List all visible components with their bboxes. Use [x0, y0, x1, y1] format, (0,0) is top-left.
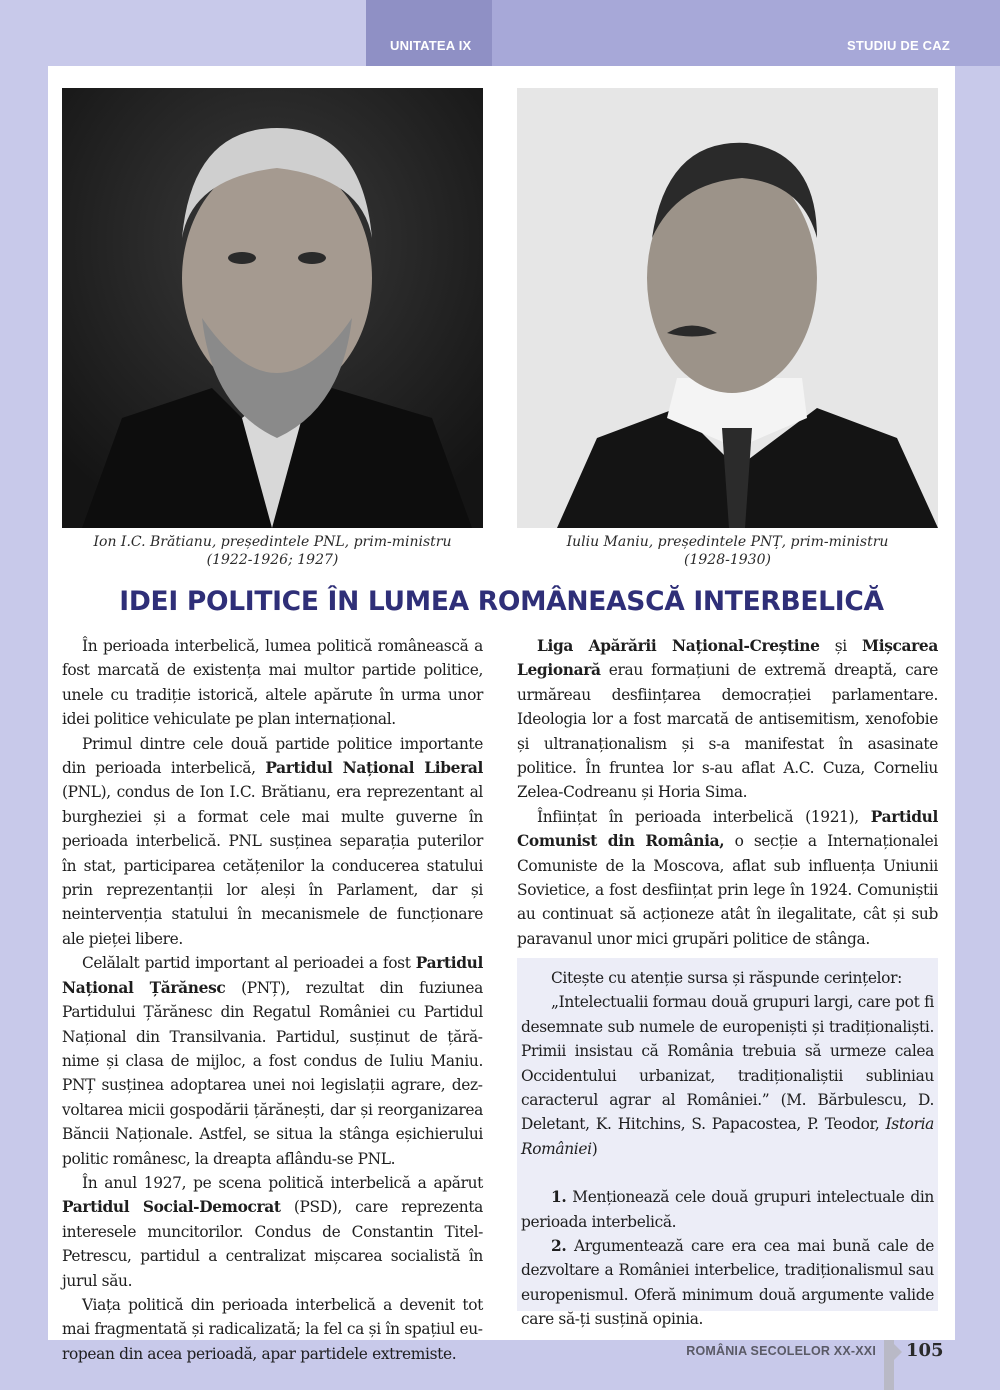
- caption-bratianu-line2: (1922-1926; 1927): [206, 552, 339, 568]
- paragraph-intro: În perioada interbelică, lumea politică românească a fost marcată de existența mai multor partide politice, unele cu tradiție istorică, altele apărute în urma unor idei politice vehiculate pe plan internațional.: [62, 637, 483, 729]
- paragraph-extremism: Viața politică din perioada interbelică a devenit tot mai fragmentată și radicalizată; la fel ca și în spațiul european din acea perioadă, apar partidele extremiste.: [62, 1295, 483, 1363]
- page-marker: [884, 1340, 894, 1390]
- paragraph-pnt: Celălalt partid important al perioadei a fost Partidul Național Țărănesc (PNȚ), rezultat din fuziunea Partidului Țărănesc din Regatul României cu Partidul Național din Transilvania. Partidul, susținut de țărănime și clasa de mijloc, a fost condus de Iuliu Maniu. PNȚ susținea adoptarea unei noi legislații agrare, dezvoltarea micii gospodării țărănești, dar și reorganizarea Băncii Naționale. Astfel, se situa la stânga eșichierului politic românesc, la dreapta aflându-se PNL.: [62, 954, 484, 1168]
- paragraph-psd: În anul 1927, pe scena politică interbelică a apărut Partidul Social-Democrat (PSD), care reprezenta interesele muncitorilor. Condus de Constantin Titel-Petrescu, partidul a centralizat mișcarea socialistă în jurul său.: [62, 1173, 483, 1290]
- caption-maniu: [517, 533, 938, 569]
- right-column: [517, 634, 938, 951]
- caption-maniu-line1: Iuliu Maniu, președintele PNȚ, prim-ministru: [566, 534, 889, 550]
- caption-maniu-line2: (1928-1930): [684, 552, 771, 568]
- caption-bratianu: [62, 533, 483, 569]
- term-psd: Partidul Social-Democrat: [62, 1198, 281, 1217]
- paragraph-communist: Înființat în perioada interbelică (1921), Partidul Comunist din România, o secție a Internaționalei Comuniste de la Moscova, aflat sub influența Uniunii Sovietice, a fost desființat prin lege în 1924. Comuniștii au continuat să acționeze atât în ilegalitate, cât și sub paravanul unor mici grupări politice de stânga.: [517, 807, 938, 948]
- caption-bratianu-line1: Ion I.C. Brătianu, președintele PNL, prim-ministru: [93, 534, 452, 550]
- source-quote: „Intelectualii formau două grupuri largi, care pot fi desemnate sub numele de europeniști și tradiționaliști. Primii insistau că România trebuia să urmeze calea Occidentului urbanizat, tradiționaliștii subliniau caracterul agrar al României.” (M. Bărbulescu, D. Deletant, K. Hitchins, S. Papacostea, P. Teodor, Istoria României): [521, 993, 934, 1158]
- paragraph-pnl: Primul dintre cele două partide politice importante din perioada interbelică, Partidul Național Liberal (PNL), condus de Ion I.C. Brătianu, era reprezentant al burgheziei și a format cele mai multe guverne în perioada interbelică. PNL susținea separația puterilor în stat, participarea cetățenilor la conducerea statului prin reprezentanții lor aleși în Parlament, dar și neintervenția statului în mecanismele de funcționare ale pieței libere.: [62, 734, 483, 948]
- question-1: 1. Menționează cele două grupuri intelectuale din perioada interbelică.: [521, 1188, 934, 1231]
- exercise-box: [517, 958, 938, 1329]
- question-2: 2. Argumentează care era cea mai bună cale de dezvoltare a României interbelice, tradiționalismul sau europenismul. Oferă minimum două argumente valide care să-ți susțină opinia.: [521, 1237, 934, 1329]
- page-title: IDEI POLITICE ÎN LUMEA ROMÂNEASCĂ INTERBELICĂ: [119, 586, 884, 617]
- source-book-title: Istoria României: [521, 1115, 934, 1158]
- left-column: [62, 634, 483, 1366]
- book-title: ROMÂNIA SECOLELOR XX-XXI: [686, 1344, 876, 1358]
- term-pcr: Partidul Comunist din România,: [517, 807, 938, 851]
- header-band-right: [492, 0, 1000, 66]
- term-pnl: Partidul Național Liberal: [265, 759, 483, 778]
- exercise-instruction: Citește cu atenție sursa și răspunde cerințelor:: [551, 969, 902, 987]
- term-lanc: Liga Apărării Național-Creștine: [537, 637, 820, 655]
- header-band-left: [0, 0, 366, 66]
- portrait-bratianu-image: [62, 88, 483, 528]
- term-pnt: Partidul Național Țărănesc: [62, 954, 483, 997]
- unit-label: UNITATEA IX: [366, 0, 492, 66]
- paragraph-extreme-right: Liga Apărării Național-Creștine și Mișcarea Legionară erau formațiuni de extremă dreaptă, care urmăreau desființarea democrației parlamentare. Ideologia lor a fost marcată de antisemitism, xenofobie și ultranaționalism și s-a manifestat în asasinate politice. În fruntea lor s-au aflat A.C. Cuza, Corneliu Zelea-Codreanu și Horia Sima.: [517, 637, 938, 802]
- page-number: 105: [906, 1340, 944, 1361]
- term-legionary: Mișcarea Legionară: [517, 637, 938, 680]
- portrait-maniu-image: [517, 88, 938, 528]
- page-marker-arrow-icon: [894, 1344, 902, 1360]
- section-label: STUDIU DE CAZ: [847, 38, 950, 53]
